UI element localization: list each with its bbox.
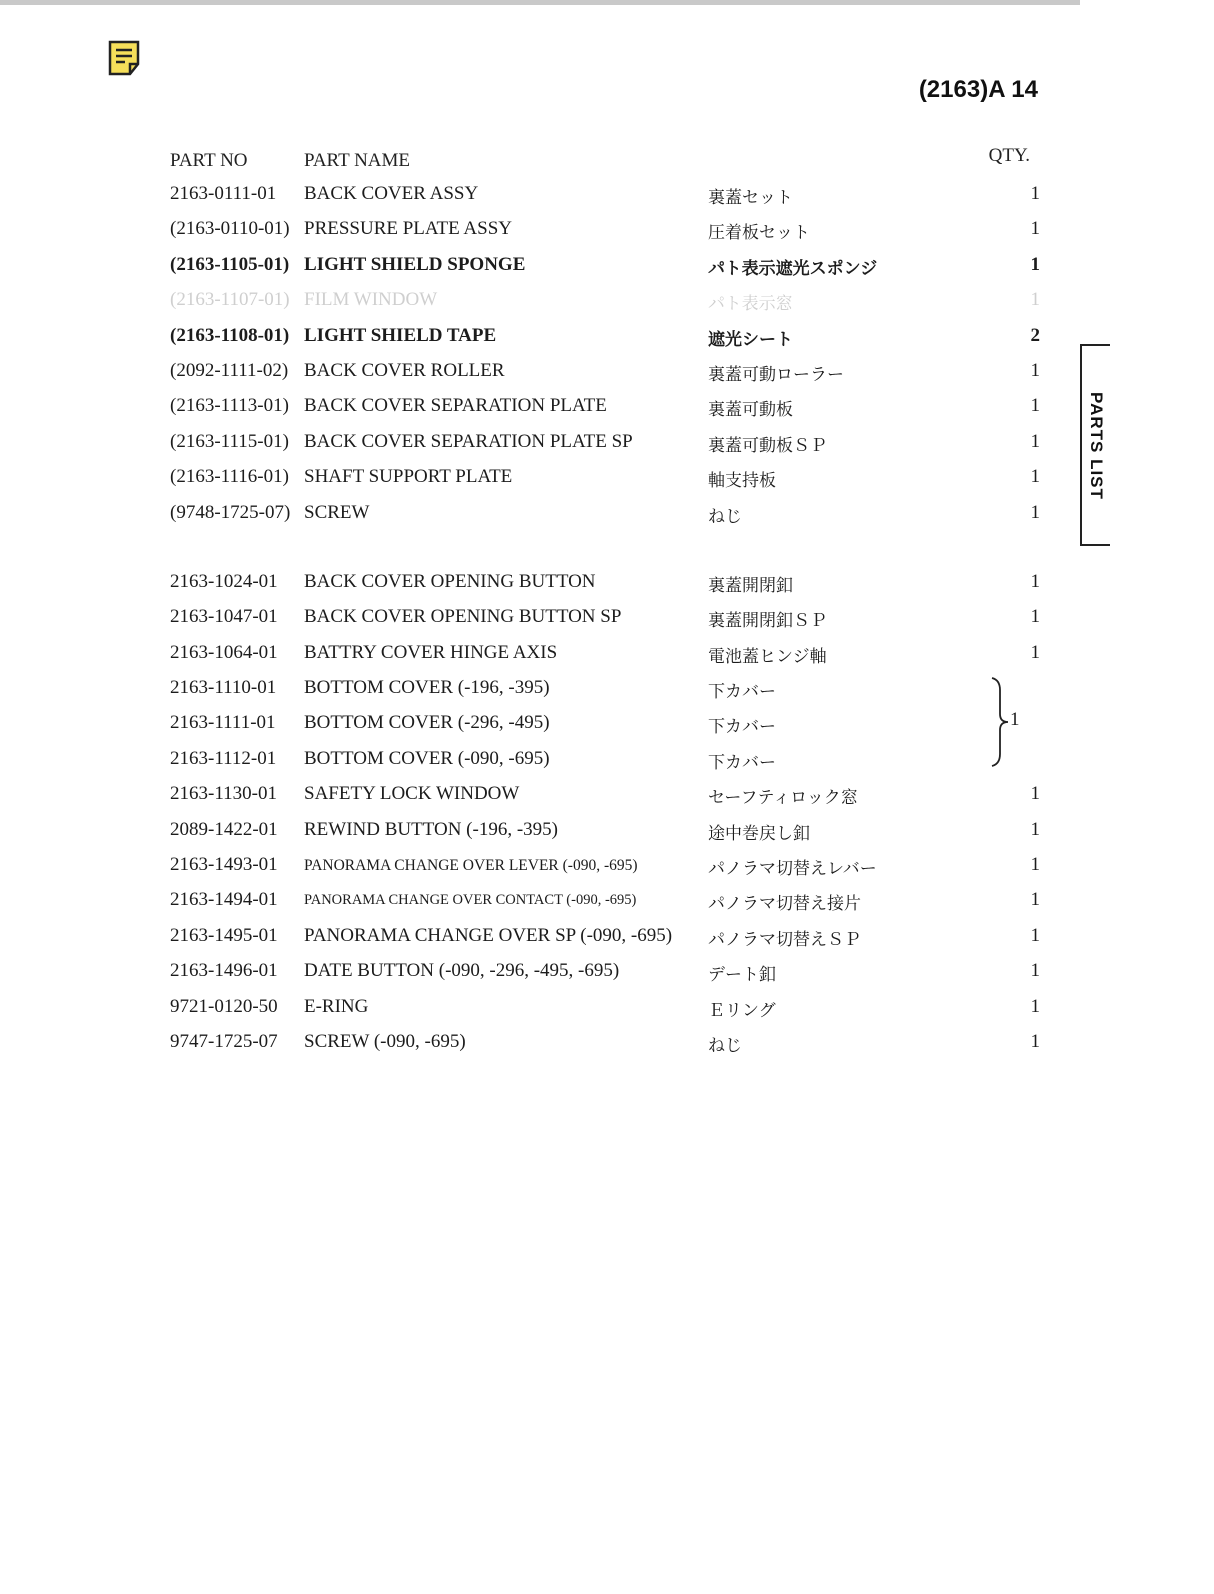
part-number: (2163-1113-01) [170,395,289,417]
part-name-japanese: パノラマ切替えＳＰ [708,929,861,950]
part-name-japanese: 下カバー [708,717,776,738]
part-name-japanese: 途中巻戻し釦 [708,823,810,844]
part-name-japanese: 電池蓋ヒンジ軸 [708,646,827,667]
part-name: PANORAMA CHANGE OVER SP (-090, -695) [304,924,673,946]
table-row [170,1025,1040,1060]
part-name: FILM WINDOW [304,289,438,311]
part-qty: 1 [1030,924,1040,946]
part-name-japanese: 遮光シート [708,329,793,350]
column-header-part-name: PART NAME [304,150,411,171]
parts-list [170,177,1040,1060]
table-row [170,425,1040,460]
part-name: BACK COVER ASSY [304,183,479,204]
table-row [170,990,1040,1025]
part-name: SCREW [304,501,370,523]
part-number: 2163-1494-01 [170,889,278,911]
part-name: PANORAMA CHANGE OVER LEVER (-090, -695) [304,857,638,875]
part-qty: 2 [1030,324,1040,346]
table-row [170,742,1040,777]
part-number: (2163-0110-01) [170,218,290,240]
part-qty: 1 [1030,466,1040,488]
part-name: BACK COVER OPENING BUTTON SP [304,606,622,628]
part-name: PRESSURE PLATE ASSY [304,218,513,240]
part-name: BOTTOM COVER (-296, -495) [304,712,550,734]
part-qty: 1 [1030,818,1040,840]
table-row [170,777,1040,812]
part-name: PANORAMA CHANGE OVER CONTACT (-090, -695) [304,892,637,909]
part-number: 2163-1064-01 [170,641,278,663]
part-name-japanese: 裏蓋開閉釦 [708,575,793,596]
part-qty: 1 [1030,395,1040,417]
part-number: 2163-1024-01 [170,570,278,592]
part-name-japanese: 裏蓋開閉釦ＳＰ [708,611,827,632]
table-row [170,177,1040,212]
note-icon[interactable] [108,40,140,76]
part-name-japanese: パノラマ切替え接片 [708,894,861,915]
part-name: BOTTOM COVER (-090, -695) [304,747,550,769]
part-number: 2163-0111-01 [170,183,277,204]
part-name-japanese: 裏蓋可動板ＳＰ [708,435,827,456]
right-brace-icon [990,676,1012,768]
part-name: SAFETY LOCK WINDOW [304,783,520,805]
part-qty: 1 [1030,606,1040,628]
part-name-japanese: 裏蓋可動板 [708,400,793,421]
part-number: 2163-1110-01 [170,677,277,699]
table-row [170,565,1040,600]
table-row [170,954,1040,989]
part-number: (2163-1116-01) [170,466,289,488]
part-name-japanese: セーフティロック窓 [708,788,858,809]
part-number: 2163-1493-01 [170,854,278,876]
part-qty: 1 [1030,995,1040,1017]
part-name-japanese: ねじ [708,506,742,527]
column-header-qty: QTY. [988,145,1030,166]
part-qty: 1 [1030,289,1040,311]
part-name: BACK COVER OPENING BUTTON [304,570,596,592]
part-qty: 1 [1030,218,1040,240]
part-name: SCREW (-090, -695) [304,1030,466,1052]
part-number: 2089-1422-01 [170,818,278,840]
part-number: (2163-1108-01) [170,324,290,346]
part-number: 2163-1496-01 [170,960,278,982]
table-row [170,283,1040,318]
part-qty: 1 [1030,501,1040,523]
part-number: (2163-1115-01) [170,430,289,452]
part-number: (9748-1725-07) [170,501,291,523]
table-row [170,212,1040,247]
part-name-japanese: 圧着板セット [708,223,810,244]
part-name-japanese: 下カバー [708,682,776,703]
part-qty: 1 [1030,889,1040,911]
table-row [170,389,1040,424]
part-name: BACK COVER SEPARATION PLATE [304,395,607,417]
part-number: 2163-1112-01 [170,747,277,769]
part-name: LIGHT SHIELD SPONGE [304,253,526,275]
table-row [170,354,1040,389]
table-row [170,636,1040,671]
part-name: E-RING [304,995,369,1017]
part-qty: 1 [1030,253,1040,275]
table-row [170,319,1040,354]
part-name-japanese: デート釦 [708,965,776,986]
part-name-japanese: 下カバー [708,752,776,773]
part-qty: 1 [1030,183,1040,204]
part-number: 2163-1047-01 [170,606,278,628]
table-row [170,600,1040,635]
table-row [170,706,1040,741]
part-qty: 1 [1030,1030,1040,1052]
part-name-japanese: ねじ [708,1035,742,1056]
part-name: LIGHT SHIELD TAPE [304,324,497,346]
part-name: REWIND BUTTON (-196, -395) [304,818,558,840]
part-name-japanese: 軸支持板 [708,471,776,492]
part-number: (2163-1105-01) [170,253,290,275]
part-name-japanese: 裏蓋セット [708,188,793,208]
table-row [170,883,1040,918]
part-name-japanese: パト表示窓 [708,294,793,315]
part-qty: 1 [1030,430,1040,452]
table-row [170,496,1040,531]
part-number: (2163-1107-01) [170,289,290,311]
table-row [170,671,1040,706]
table-row [170,460,1040,495]
part-number: 2163-1111-01 [170,712,276,734]
part-name: BACK COVER SEPARATION PLATE SP [304,430,633,452]
section-tab-label: PARTS LIST [1087,392,1106,500]
part-name-japanese: パト表示遮光スポンジ [708,258,878,279]
part-qty: 1 [1030,960,1040,982]
part-qty: 1 [1030,783,1040,805]
part-name: BACK COVER ROLLER [304,359,505,381]
part-qty: 1 [1030,570,1040,592]
table-row [170,248,1040,283]
part-name: BATTRY COVER HINGE AXIS [304,641,558,663]
part-number: 9721-0120-50 [170,995,278,1017]
part-name: DATE BUTTON (-090, -296, -495, -695) [304,960,620,982]
part-name-japanese: パノラマ切替えレバー [708,859,877,880]
part-qty: 1 [1030,854,1040,876]
table-row [170,848,1040,883]
page-identifier: (2163)A 14 [918,76,1038,103]
bottom-cover-group-qty: 1 [1010,709,1020,730]
part-number: (2092-1111-02) [170,359,289,381]
part-qty: 1 [1030,641,1040,663]
table-row [170,919,1040,954]
part-name-japanese: 裏蓋可動ローラー [708,364,844,385]
part-name: SHAFT SUPPORT PLATE [304,466,513,488]
part-name-japanese: Ｅリング [708,1000,776,1021]
part-number: 2163-1130-01 [170,783,277,805]
table-row [170,813,1040,848]
column-header-part-no: PART NO [170,150,248,171]
part-qty: 1 [1030,359,1040,381]
part-name: BOTTOM COVER (-196, -395) [304,677,550,699]
part-number: 9747-1725-07 [170,1030,278,1052]
top-edge-bar [0,0,1080,5]
part-number: 2163-1495-01 [170,924,278,946]
